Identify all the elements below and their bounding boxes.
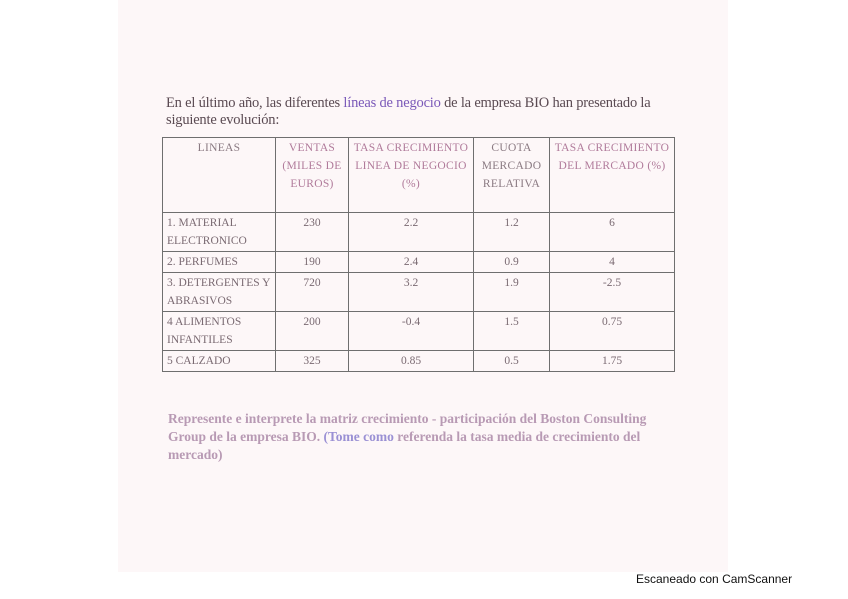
header-lineas: LINEAS xyxy=(163,138,276,213)
cell-cuota: 0.5 xyxy=(474,351,550,372)
cell-ventas: 325 xyxy=(276,351,349,372)
cell-mercado: 4 xyxy=(550,252,675,273)
business-lines-table xyxy=(162,137,675,372)
cell-ventas: 720 xyxy=(276,273,349,312)
intro-highlight: líneas de negocio xyxy=(343,95,441,111)
cell-tasa: 2.4 xyxy=(349,252,474,273)
cell-linea: 1. MATERIAL ELECTRONICO xyxy=(163,213,276,252)
cell-cuota: 1.9 xyxy=(474,273,550,312)
cell-mercado: -2.5 xyxy=(550,273,675,312)
camscanner-watermark: Escaneado con CamScanner xyxy=(636,572,793,586)
cell-tasa: 0.85 xyxy=(349,351,474,372)
cell-linea: 4 ALIMENTOS INFANTILES xyxy=(163,312,276,351)
task-paragraph xyxy=(168,410,668,464)
cell-linea: 3. DETERGENTES Y ABRASIVOS xyxy=(163,273,276,312)
intro-text-1: En el último año, las diferentes xyxy=(166,95,344,111)
cell-cuota: 1.5 xyxy=(474,312,550,351)
table-header-row xyxy=(163,138,675,213)
cell-mercado: 1.75 xyxy=(550,351,675,372)
cell-tasa: 3.2 xyxy=(349,273,474,312)
cell-mercado: 0.75 xyxy=(550,312,675,351)
cell-cuota: 0.9 xyxy=(474,252,550,273)
table-row xyxy=(163,273,675,312)
cell-mercado: 6 xyxy=(550,213,675,252)
task-highlight: (Tome como xyxy=(323,429,394,444)
table-row xyxy=(163,351,675,372)
intro-text-2: de la empresa BIO han presentado la siguiente evolución: xyxy=(166,95,651,128)
header-tasa-linea: TASA CRECIMIENTO LINEA DE NEGOCIO (%) xyxy=(349,138,474,213)
header-cuota: CUOTA MERCADO RELATIVA xyxy=(474,138,550,213)
cell-linea: 5 CALZADO xyxy=(163,351,276,372)
cell-cuota: 1.2 xyxy=(474,213,550,252)
table-row xyxy=(163,213,675,252)
cell-ventas: 200 xyxy=(276,312,349,351)
cell-ventas: 190 xyxy=(276,252,349,273)
cell-ventas: 230 xyxy=(276,213,349,252)
cell-linea: 2. PERFUMES xyxy=(163,252,276,273)
header-ventas: VENTAS (MILES DE EUROS) xyxy=(276,138,349,213)
task-text-2: referenda la tasa media de crecimiento del mercado) xyxy=(168,429,641,462)
table-row xyxy=(163,312,675,351)
cell-tasa: -0.4 xyxy=(349,312,474,351)
intro-paragraph xyxy=(166,95,686,129)
header-tasa-mercado: TASA CRECIMIENTO DEL MERCADO (%) xyxy=(550,138,675,213)
cell-tasa: 2.2 xyxy=(349,213,474,252)
task-text-1: Represente e interprete la matriz crecimiento - participación del Boston Consulting Group de la empresa BIO. xyxy=(168,411,647,444)
table-row xyxy=(163,252,675,273)
